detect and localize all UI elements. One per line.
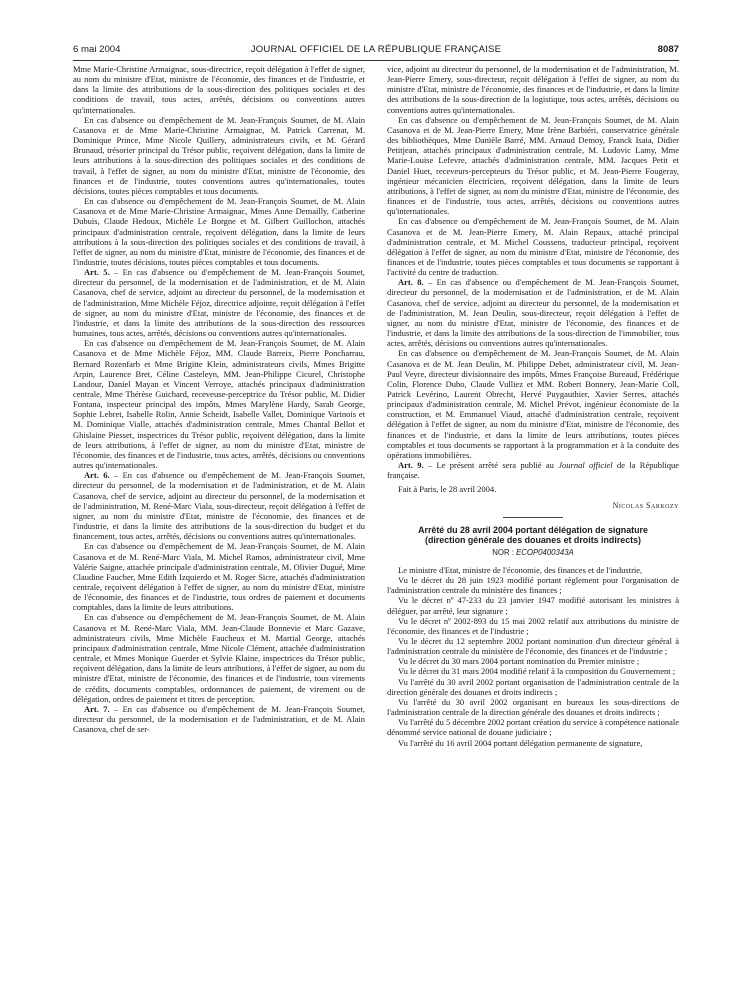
paragraph: En cas d'absence ou d'empêchement de M. Jean-François Soumet, de M. Alain Casanova et de M. Jean-Pierre Emery, M. Alain Repaux, attaché principal d'administration centrale, et M. Michel Coussens, traducteur principal, reçoivent délégation à l'effet de signer, au nom du ministre d'Etat, ministre de l'économie, des finances et de l'industrie, toutes pièces comptables et tous documents se rapportant à l'activité du centre de traduction. [387, 216, 679, 278]
section-separator [503, 517, 563, 518]
paragraph: En cas d'absence ou d'empêchement de M. Jean-François Soumet, de M. Alain Casanova et de M. Jean Deulin, M. Philippe Debet, administrateur civil, M. Jean-Paul Veyre, directeur divisionnaire des impôts, Mmes Françoise Bureaud, Frédérique Colin, Florence Dubo, Claude Vulliez et MM. Robert Bonnery, Jean-Marie Coll, Patrick Levérino, Laurent Obrecht, Hervé Puygauthier, Xavier Serres, attachés principaux d'administration centrale, M. Michel Prévot, ingénieur économiste de la construction, et M. Emmanuel Viaud, attaché d'administration centrale, reçoivent délégation à l'effet de signer, au nom du ministre d'Etat, ministre de l'économie, des finances et de l'industrie, et dans la limite de leurs attributions, toutes pièces comptables et tous documents se rapportant à la programmation et à la conduite des opérations immobilières. [387, 348, 679, 460]
nor-prefix: NOR : [492, 547, 517, 557]
nor-reference [387, 548, 679, 558]
visa: Vu le décret nº 47-233 du 23 janvier 1947 modifié autorisant les ministres à déléguer, par arrêté, leur signature ; [387, 595, 679, 616]
nor-code: ECOP0400343A [516, 547, 574, 557]
visa: Vu l'arrêté du 5 décembre 2002 portant création du service à compétence nationale dénommé service national de douane judiciaire ; [387, 717, 679, 738]
paragraph: En cas d'absence ou d'empêchement de M. Jean-François Soumet, de M. Alain Casanova et de Mme Marie-Christine Armaignac, M. Patrick Carrenat, M. Dominique Prince, Mme Nicole Quillery, administrateurs civils, et M. Gérard Brunaud, trésorier principal du Trésor public, reçoivent délégation, dans la limite de leurs attributions à la sous-direction des politiques sociales et des conditions de travail, à l'effet de signer, au nom du ministre d'Etat, ministre de l'économie, des finances et de l'industrie, toutes conventions autres qu'internationales, toutes décisions, toutes pièces comptables et tous documents. [73, 114, 365, 196]
paragraph: Mme Marie-Christine Armaignac, sous-directrice, reçoit délégation à l'effet de signer, au nom du ministre d'Etat, ministre de l'économie, des finances et de l'industrie, et dans la limite des attributions de la sous-direction des politiques sociales et des conditions de travail, tous actes, arrêtés, décisions ou conventions autres qu'internationales. [73, 64, 365, 115]
article-label: Art. 5. [84, 267, 110, 278]
visa: Vu le décret du 31 mars 2004 modifié relatif à la composition du Gouvernement ; [398, 666, 676, 677]
paragraph: En cas d'absence ou d'empêchement de M. Jean-François Soumet, de M. Alain Casanova et M. René-Marc Viala, MM. Jean-Claude Bonnevie et Marc Gazave, administrateurs civils, Mme Michèle Faucheux et M. Martial George, attachés principaux d'administration centrale, Mme Nicole Clément, attachée d'administration centrale, et Mmes Monique Guerder et Sylvie Klaine, inspectrices du Trésor public, reçoivent délégation, dans la limite de leurs attributions, à l'effet de signer, au nom du ministre d'Etat, ministre de l'économie, des finances et de l'industrie, tous virements de crédits, documents comptables, ordonnances de paiement, de virement ou de délégation, ordres de paiement et titres de perception. [73, 612, 365, 704]
article-5 [73, 267, 365, 338]
visa: Vu le décret du 30 mars 2004 portant nomination du Premier ministre ; [398, 656, 640, 667]
decree-title: Arrêté du 28 avril 2004 portant délégation de signature [418, 524, 648, 535]
done-at: Fait à Paris, le 28 avril 2004. [398, 484, 497, 495]
header-rule [73, 60, 679, 61]
article-label: Art. 7. [84, 703, 110, 714]
article-6 [73, 470, 365, 541]
left-column [73, 64, 365, 734]
article-9 [387, 460, 679, 480]
article-label: Art. 6. [84, 470, 110, 481]
paragraph: vice, adjoint au directeur du personnel, de la modernisation et de l'administration, M. Jean-Pierre Emery, sous-directeur, reçoit délégation à l'effet de signer, au nom du ministre d'Etat, ministre de l'économie, des finances et de l'industrie, et dans la limite des attributions de la sous-direction de la logistique, tous actes, arrêtés, décisions ou conventions autres qu'internationales. [387, 64, 679, 115]
paragraph: En cas d'absence ou d'empêchement de M. Jean-François Soumet, de M. Alain Casanova et de M. René-Marc Viala, M. Michel Ramos, administrateur civil, Mme Valérie Saigne, attachée principale d'administration centrale, M. Olivier Dugué, Mme Claudine Faucher, Mme Edith Izquierdo et M. Roger Sicre, attachés d'administration centrale, reçoivent délégation à l'effet de signer, au nom du ministre d'Etat, ministre de l'économie, des finances et de l'industrie, tous ordres de paiement et documents comptables, dans la limite de leurs attributions. [73, 541, 365, 613]
paragraph: En cas d'absence ou d'empêchement de M. Jean-François Soumet, de M. Alain Casanova et de Mme Michèle Féjoz, MM. Claude Barreix, Pierre Poncharrau, Bernard Rozenfarb et Mme Brigitte Klein, administrateurs civils, Mmes Brigitte Arpin, Laurence Bret, Céline Casteleyn, MM. Jean-Philippe Cicurel, Christophe Landour, Daniel Mayan et Vincent Verroye, attachés principaux d'administration centrale, Mme Thérèse Guichard, receveuse-perceptrice du Trésor public, M. Didier Fontana, inspecteur principal des impôts, Mmes Marylène Hardy, Sarah George, Sophie Lebret, Isabelle Rolin, Annie Scheidt, Isabelle Vallet, Dominique Varinois et M. Dominique Vialle, attachés d'administration centrale, Mmes Chantal Bellot et Ghislaine Piesset, inspectrices du Trésor public, reçoivent délégation, dans la limite de leurs attributions, à l'effet de signer, au nom du ministre d'Etat, ministre de l'économie, des finances et de l'industrie, tous actes, arrêtés, décisions ou conventions autres qu'internationales. [73, 338, 365, 471]
visa: Vu l'arrêté du 30 avril 2002 organisant en bureaux les sous-directions de l'administration centrale de la direction générale des douanes et droits indirects ; [387, 696, 679, 718]
header-journal-title: JOURNAL OFFICIEL DE LA RÉPUBLIQUE FRANÇAISE [250, 44, 502, 55]
article-text: – Le présent arrêté sera publié au [423, 460, 559, 471]
header-page-number: 8087 [657, 44, 679, 55]
article-label: Art. 9. [398, 460, 424, 471]
visa: Vu le décret du 12 septembre 2002 portant nomination d'un directeur général à l'administration centrale du ministère de l'économie, des finances et de l'industrie ; [387, 635, 679, 657]
signer-name: Nicolas Sarkozy [612, 500, 679, 510]
paragraph: Le ministre d'Etat, ministre de l'économie, des finances et de l'industrie, [398, 564, 643, 575]
article-8 [387, 277, 679, 348]
article-text: – En cas d'absence ou d'empêchement de M. Jean-François Soumet, directeur du personnel, de la modernisation et de l'administration, et de M. Alain Casanova, chef de service, adjoint au directeur du personnel, de la modernisation et de l'administration, M. Jean Deulin, sous-directeur, reçoit délégation à l'effet de signer, au nom du ministre d'Etat, ministre de l'économie, des finances et de l'industrie, et dans la limite des attributions de la sous-direction de l'immobilier, tous actes, arrêtés, décisions ou conventions autres qu'internationales. [387, 277, 679, 349]
article-text: – En cas d'absence ou d'empêchement de M. Jean-François Soumet, directeur du personnel, de la modernisation et de l'administration, et de M. Alain Casanova, chef de service, adjoint au directeur du personnel, de la modernisation et de l'administration, Mme Michèle Féjoz, directrice adjointe, reçoit délégation à l'effet de signer, au nom du ministre d'Etat, ministre de l'économie, des finances et de l'industrie, et dans la limite des attributions de la sous-direction des ressources humaines, tous actes, arrêtés, décisions ou conventions autres qu'internationales. [73, 267, 365, 339]
page-header [73, 44, 679, 58]
decree-subtitle: (direction générale des douanes et droits indirects) [424, 535, 641, 546]
visa: Vu le décret du 28 juin 1923 modifié portant règlement pour l'organisation de l'administration centrale du ministère des finances ; [387, 575, 679, 596]
article-label: Art. 8. [398, 277, 424, 288]
paragraph: En cas d'absence ou d'empêchement de M. Jean-François Soumet, de M. Alain Casanova et de Mme Marie-Christine Armaignac, Mmes Anne Demailly, Catherine Dubuis, Claude Hedoux, Michèle Le Borgne et M. Gilbert Guillochon, attachés principaux d'administration centrale, reçoivent délégation, dans la limite de leurs attributions à la sous-direction des politiques sociales et des conditions de travail, à l'effet de signer, au nom du ministre d'Etat, ministre de l'économie, des finances et de l'industrie, toutes décisions, toutes pièces comptables et tous documents. [73, 196, 365, 267]
visa: Vu l'arrêté du 16 avril 2004 portant délégation permanente de signature, [398, 737, 643, 748]
article-text-end: de la République française. [387, 460, 679, 481]
visa: Vu le décret nº 2002-893 du 15 mai 2002 relatif aux attributions du ministre de l'économie, des finances et de l'industrie ; [387, 615, 679, 636]
article-7 [73, 704, 365, 734]
right-column [387, 64, 679, 748]
article-text: – En cas d'absence ou d'empêchement de M. Jean-François Soumet, directeur du personnel, de la modernisation et de l'administration, et de M. Alain Casanova, chef de ser- [73, 703, 365, 735]
paragraph: En cas d'absence ou d'empêchement de M. Jean-François Soumet, de M. Alain Casanova et de M. Jean-Pierre Emery, Mme Irène Barbiéri, conservatrice générale des bibliothèques, Mme Danièle Barré, MM. Arnaud Demoy, Franck Isaia, Didier Petitjean, attachés principaux d'administration centrale, M. Ludovic Lamy, Mme Marie-Louise Lefevre, attachés d'administration centrale, MM. Jacques Petit et Daniel Huet, receveurs-percepteurs du Trésor public, et M. Jean-Pierre Fougeray, ingénieur mécanicien électricien, reçoivent délégation, dans la limite de leurs attributions, à l'effet de signer, au nom du ministre d'Etat, ministre de l'économie, des finances et de l'industrie, tous actes, arrêtés, décisions ou conventions autres qu'internationales. [387, 114, 679, 217]
visa: Vu l'arrêté du 30 avril 2002 portant organisation de l'administration centrale de la direction générale des douanes et droits indirects ; [387, 676, 679, 697]
header-date: 6 mai 2004 [73, 44, 121, 55]
journal-name: Journal officiel [558, 460, 613, 471]
article-text: – En cas d'absence ou d'empêchement de M. Jean-François Soumet, directeur du personnel, de la modernisation et de l'administration, et de M. Alain Casanova, chef de service, adjoint au directeur du personnel, de la modernisation et de l'administration, M. René-Marc Viala, sous-directeur, reçoit délégation à l'effet de signer, au nom du ministre d'Etat, ministre de l'économie, des finances et de l'industrie, et dans la limite des attributions de la sous-direction du budget et du financement, tous actes, arrêtés, décisions ou conventions autres qu'internationales. [73, 470, 365, 542]
